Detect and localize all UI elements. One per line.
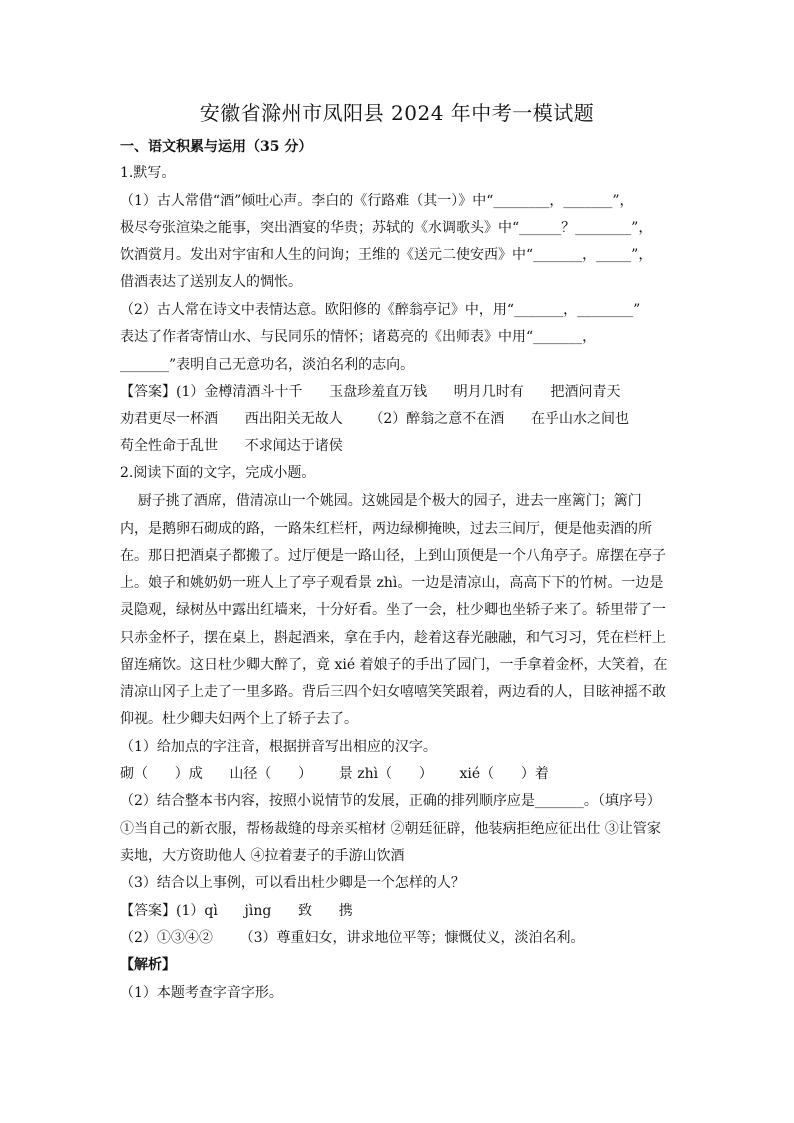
text-line: （1）古人常借“酒”倾吐心声。李白的《行路难（其一）》中“________，_______”， xyxy=(120,193,634,209)
analysis-heading: 【解析】 xyxy=(120,957,176,973)
answer-line: （2）①③④② （3）尊重妇女，讲求地位平等；慷慨仗义，淡泊名利。 xyxy=(120,930,585,946)
answer-line: 劝君更尽一杯酒 西出阳关无故人 （2）醉翁之意不在酒 在乎山水之间也 xyxy=(120,411,630,427)
passage-line: 在。那日把酒桌子都搬了。过厅便是一路山径，上到山顶便是一个八角亭子。席摆在亭子 xyxy=(120,548,666,564)
text-line: 饮酒赏月。发出对宇宙和人生的问询；王维的《送元二使安西》中“_______，_____”， xyxy=(120,247,653,263)
passage-line: 内，是鹅卵石砌成的路，一路朱红栏杆，两边绿柳掩映，过去三间厅，便是他卖酒的所 xyxy=(120,521,652,537)
question-2-heading: 2.阅读下面的文字，完成小题。 xyxy=(120,465,316,481)
page-title: 安徽省滁州市凤阳县 2024 年中考一模试题 xyxy=(199,101,595,125)
passage-line: 清凉山冈子上走了一里多路。背后三四个妇女嘻嘻笑笑跟着，两边看的人，目眩神摇不敢 xyxy=(120,684,666,700)
text-line: 表达了作者寄情山水、与民同乐的情怀；诸葛亮的《出师表》中用“_______， xyxy=(120,329,597,345)
answer-line: 【答案】(1）金樽清酒斗十千 玉盘珍羞直万钱 明月几时有 把酒问青天 xyxy=(120,384,621,400)
text-line: 极尽夸张渲染之能事，突出酒宴的华贵；苏轼的《水调歌头》中“______？________”， xyxy=(120,220,653,236)
text-line: （2）古人常在诗文中表情达意。欧阳修的《醉翁亭记》中，用“_______，________” xyxy=(120,302,641,318)
analysis-line: （1）本题考查字音字形。 xyxy=(120,985,283,1001)
question-1-heading: 1.默写。 xyxy=(120,165,176,181)
passage-line: 留连痛饮。这日杜少卿大醉了，竟 xié 着娘子的手出了园门，一手拿着金杯，大笑着，在 xyxy=(120,657,668,673)
passage-line: 只赤金杯子，摆在桌上，斟起酒来，拿在手内，趁着这春光融融，和气习习，凭在栏杆上 xyxy=(120,630,666,646)
passage-line: 灵隐观，绿树丛中露出红墙来，十分好看。坐了一会，杜少卿也坐轿子来了。轿里带了一 xyxy=(120,602,666,618)
passage-line: 厨子挑了酒席，借清凉山一个姚园。这姚园是个极大的园子，进去一座篱门；篱门 xyxy=(120,493,642,509)
subquestion-line: 砌（ ）成 山径（ ） 景 zhì（ ） xié（ ）着 xyxy=(120,766,549,782)
text-line: 借酒表达了送别友人的惆怅。 xyxy=(120,274,302,290)
answer-line: 【答案】(1）qì jìng 致 携 xyxy=(120,903,353,919)
subquestion-line: 卖地，大方资助他人 ④拉着妻子的手游山饮酒 xyxy=(120,848,405,864)
subquestion-line: （1）给加点的字注音，根据拼音写出相应的汉字。 xyxy=(120,739,437,755)
text-line: _______”表明自己无意功名，淡泊名利的志向。 xyxy=(120,357,415,373)
passage-line: 仰视。杜少卿夫妇两个上了轿子去了。 xyxy=(120,711,358,727)
answer-line: 苟全性命于乱世 不求闻达于诸侯 xyxy=(120,438,343,454)
subquestion-line: ①当自己的新衣服，帮杨裁缝的母亲买棺材 ②朝廷征辟，他装病拒绝应征出仕 ③让管家 xyxy=(120,821,661,837)
subquestion-line: （2）结合整本书内容，按照小说情节的发展，正确的排列顺序应是_______。（填序号） xyxy=(120,793,661,809)
section-heading: 一、语文积累与运用（35 分） xyxy=(120,139,313,155)
subquestion-line: （3）结合以上事例，可以看出杜少卿是一个怎样的人？ xyxy=(120,875,465,891)
passage-line: 上。娘子和姚奶奶一班人上了亭子观看景 zhì。一边是清凉山，高高下下的竹树。一边是 xyxy=(120,575,664,591)
